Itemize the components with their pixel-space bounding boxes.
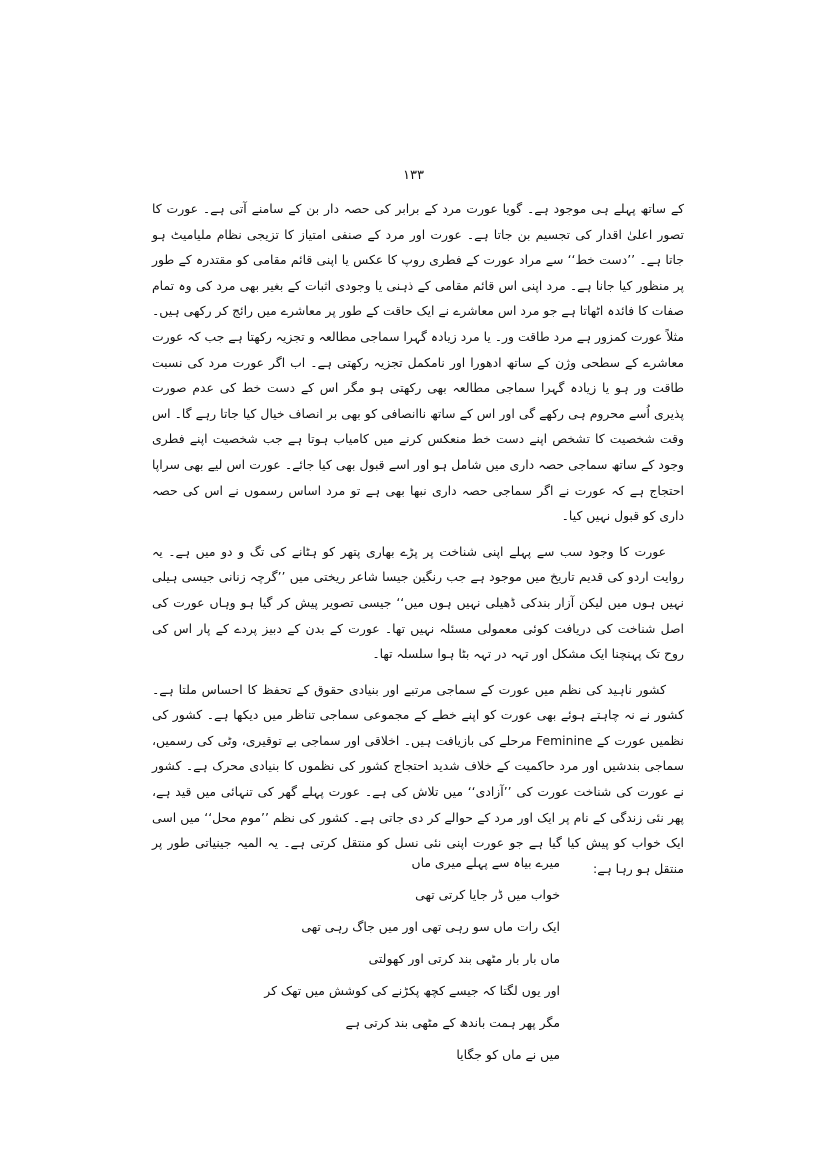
poem-line: میرے بیاہ سے پہلے میری ماں [411, 855, 560, 870]
poem-line: خواب میں ڈر جایا کرتی تھی [415, 887, 560, 902]
poem-line: میں نے ماں کو جگایا [456, 1047, 560, 1062]
poem-line: ایک رات ماں سو رہی تھی اور میں جاگ رہی تھی [301, 919, 560, 934]
paragraph-2: عورت کا وجود سب سے پہلے اپنی شناخت پر پڑے بھاری پتھر کو ہٹانے کی تگ و دو میں ہے۔ یہ روایت اردو کی قدیم تاریخ میں موجود ہے جب رنگین جیسا شاعر ریختی میں ’’گرچہ زنانی جیسی ہیلی نہیں ہوں میں لیکن آزار بندکی ڈھیلی نہیں ہوں میں‘‘ جیسی تصویر پیش کر گیا ہو وہاں عورت کی اصل شناخت کی دریافت کوئی معمولی مسئلہ نہیں تھا۔ عورت کے بدن کے دبیز پردے کے پار اس کی روح تک پہنچنا ایک مشکل اور تہہ در تہہ بٹا ہوا سلسلہ تھا۔ [152, 543, 684, 662]
poem-excerpt [152, 847, 684, 1071]
body-text [152, 196, 684, 881]
paragraph-1: کے ساتھ پہلے ہی موجود ہے۔ گویا عورت مرد کے برابر کی حصہ دار بن کے سامنے آتی ہے۔ عورت کا تصور اعلیٰ اقدار کی تجسیم بن جاتا ہے۔ عورت اور مرد کے صنفی امتیاز کا تزیجی نظام ملیامیٹ ہو جاتا ہے۔ ’’دست خط‘‘ سے مراد عورت کے فطری روپ کا عکس یا اپنی قائم مقامی کو مقتدرہ کے طور پر منظور کیا جانا ہے۔ مرد اپنی اس قائم مقامی کے ذہنی یا وجودی اثبات کے بغیر بھی مرد کی وہ تمام صفات کا فائدہ اٹھاتا ہے جو مرد اس معاشرے نے ایک حاقت کے طور پر معاشرے میں رائج کر رکھی ہیں۔ مثلاً عورت کمزور ہے مرد طاقت ور۔ یا مرد زیادہ گہرا سماجی مطالعہ و تجزیہ رکھتا ہے جب کہ عورت معاشرے کے سطحی وژن کے ساتھ ادھورا اور نامکمل تجزیہ رکھتی ہے۔ اب اگر عورت مرد کی نسبت طاقت ور ہو یا زیادہ گہرا سماجی مطالعہ بھی رکھتی ہو مگر اس کے دست خط کی عدم صورت پذیری اُسے محروم ہی رکھے گی اور اس کے ساتھ ناانصافی کو بھی بر انصاف خیال کیا جاتا رہے گا۔ اس وقت شخصیت کا تشخص اپنے دست خط منعکس کرنے میں کامیاب ہوتا ہے جب شخصیت اپنے فطری وجود کے ساتھ سماجی حصہ داری میں شامل ہو اور اسے قبول بھی کیا جائے۔ عورت اس لیے بھی سراپا احتجاج ہے کہ عورت نے اگر سماجی حصہ داری نبھا بھی ہے تو مرد اساس رسموں نے اس کی حصہ داری کو قبول نہیں کیا۔ [152, 201, 684, 524]
page-number: ١٣٣ [403, 168, 424, 183]
poem-line: اور یوں لگتا کہ جیسے کچھ پکڑنے کی کوشش میں تھک کر [264, 983, 560, 998]
poem-line: مگر پھر ہمت باندھ کے مٹھی بند کرتی ہے [345, 1015, 560, 1030]
poem-line: ماں بار بار مٹھی بند کرتی اور کھولتی [368, 951, 560, 966]
paragraph-3: کشور ناہید کی نظم میں عورت کے سماجی مرتبے اور بنیادی حقوق کے تحفظ کا احساس ملتا ہے۔ کشور نے نہ چاہتے ہوئے بھی عورت کو اپنے خطے کے مجموعی سماجی تناظر میں دیکھا ہے۔ کشور کی نظمیں عورت کے Feminine مرحلے کی بازیافت ہیں۔ اخلاقی اور سماجی بے توقیری، وٹی کی رسمیں، سماجی بندشیں اور مرد حاکمیت کے خلاف شدید احتجاج کشور کی نظموں کا بنیادی محرک ہے۔ کشور نے عورت کی شناخت عورت کی ’’آزادی‘‘ میں تلاش کی ہے۔ عورت پہلے گھر کی تنہائی میں قید ہے، پھر نئی زندگی کے نام پر ایک اور مرد کے حوالے کر دی جاتی ہے۔ کشور کی نظم ’’موم محل‘‘ میں اسی ایک خواب کو پیش کیا گیا ہے جو عورت اپنی نئی نسل کو منتقل کرتی ہے۔ یہ المیہ جینیاتی طور پر منتقل ہو رہا ہے: [152, 681, 684, 876]
